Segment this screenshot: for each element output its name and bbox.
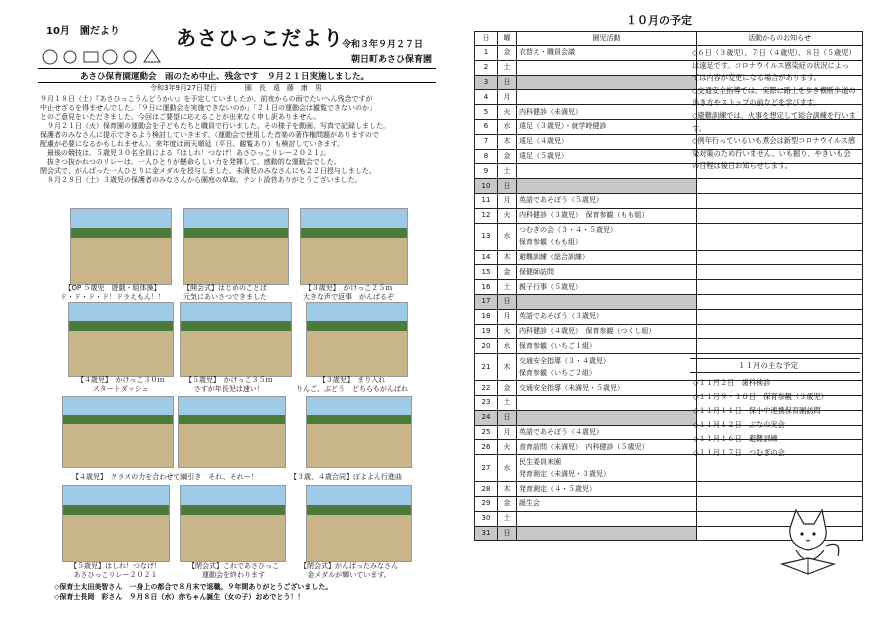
activity-cell — [517, 410, 697, 425]
day-cell: 1 — [475, 46, 498, 61]
divider — [690, 372, 860, 373]
weekday-cell: 金 — [498, 149, 517, 164]
schedule-row — [475, 294, 863, 309]
event-photo — [180, 485, 286, 562]
photo-caption: 【３歳児】 まり入れ りんご、ぶどう どちらもがんばれ — [296, 376, 408, 393]
activity-text: 保健師訪問 — [519, 267, 554, 276]
november-item: ◇１１月１６日 避難訓練 — [693, 434, 778, 443]
weekday-cell: 火 — [498, 105, 517, 120]
weekday-cell: 木 — [498, 482, 517, 497]
activity-cell — [517, 526, 697, 541]
issue-date: 令和３年９月２７日 — [342, 40, 424, 50]
day-cell: 6 — [475, 119, 498, 134]
weekday-cell: 土 — [498, 60, 517, 75]
day-cell: 11 — [475, 193, 498, 208]
activity-text: 遠足（４歳児） — [519, 137, 568, 146]
photo-caption: 【５歳児】 かけっこ３５ｍ さすが年長児は速い！ — [185, 376, 273, 393]
activity-cell — [517, 46, 697, 61]
weekday-cell: 月 — [498, 309, 517, 324]
notice-cell — [697, 339, 863, 354]
activity-cell — [517, 354, 697, 381]
activity-cell — [517, 75, 697, 90]
photo-caption: 【閉会式】これであさひっこ 運動会を終わります — [188, 562, 279, 579]
activity-text: 親子行事（５歳児） — [519, 282, 582, 291]
col-header-weekday: 曜 — [498, 32, 517, 46]
notice-cell — [697, 265, 863, 280]
photo-caption: 【OP ５歳児 遊戯・組体操】 ド・ド・ド・ド！ドラえもん！！ — [60, 284, 165, 301]
day-cell: 8 — [475, 149, 498, 164]
weekday-cell: 水 — [498, 223, 517, 250]
day-cell: 14 — [475, 250, 498, 265]
event-photo — [180, 302, 292, 377]
photo-caption: 【４歳児】 クラスの力を合わせて綱引き それ、それー！ — [72, 473, 258, 481]
event-banner: あさひ保育園運動会 雨のため中止、残念です ９月２１日実施しました。 — [80, 72, 370, 82]
activity-text: 内科健診（３歳児） 保育参観（もも組） — [519, 211, 649, 220]
day-cell: 29 — [475, 496, 498, 511]
divider — [38, 82, 436, 83]
notice-cell — [697, 179, 863, 194]
issue-line: 令和3年9月27日発行 園 長 遠 藤 康 男 — [150, 84, 322, 92]
event-photo — [306, 302, 408, 377]
schedule-row — [475, 339, 863, 354]
fox-reading-illustration — [768, 500, 848, 580]
activity-cell — [517, 179, 697, 194]
notice-item: ◇６日（３歳児）、７日（４歳児）、８日（５歳児）は遠足です。コロナウイルス感染症の状況によっては内容が変更になる場合があります。 — [692, 48, 856, 83]
schedule-row — [475, 250, 863, 265]
activity-cell — [517, 395, 697, 410]
article-line: 中止せざるを得ませんでした。「９日に運動会を実施できないのか」「２１日の運動会は観覧できないのか」 — [40, 104, 376, 112]
event-photo — [306, 396, 412, 468]
notice-cell — [697, 193, 863, 208]
activity-text: 民生委員来園 — [519, 457, 561, 466]
activity-text: 内科健診（４歳児） 保育参観（つくし組） — [519, 326, 656, 335]
schedule-row — [475, 324, 863, 339]
activity-cell — [517, 223, 697, 250]
newsletter-title: あさひっこだより — [176, 26, 344, 50]
day-cell: 19 — [475, 324, 498, 339]
november-schedule — [693, 376, 828, 460]
event-photo — [300, 208, 408, 285]
november-item: ◇１１月１２日 ぶなの実会 — [693, 420, 785, 429]
weekday-cell: 日 — [498, 526, 517, 541]
col-header-notice: 活動からのお知らせ — [697, 32, 863, 46]
activity-cell — [517, 105, 697, 120]
article-line: 保護者のみなさんに提示できるよう検討していきます。（運動会で使用した音楽の著作権問題がありますので — [40, 131, 379, 139]
schedule-row — [475, 309, 863, 324]
activity-cell — [517, 324, 697, 339]
activity-cell — [517, 309, 697, 324]
day-cell: 24 — [475, 410, 498, 425]
schedule-row — [475, 208, 863, 223]
schedule-row — [475, 223, 863, 250]
divider — [38, 68, 436, 69]
schedule-row — [475, 265, 863, 280]
activity-cell — [517, 164, 697, 179]
day-cell: 13 — [475, 223, 498, 250]
weekday-cell: 火 — [498, 208, 517, 223]
col-header-day: 日 — [475, 32, 498, 46]
day-cell: 18 — [475, 309, 498, 324]
activity-cell — [517, 119, 697, 134]
activity-cell — [517, 440, 697, 455]
activity-cell — [517, 339, 697, 354]
activity-cell — [517, 265, 697, 280]
activity-cell — [517, 294, 697, 309]
day-cell: 3 — [475, 75, 498, 90]
activity-cell — [517, 149, 697, 164]
activity-text: 英語であそぼう（４歳児） — [519, 427, 603, 436]
day-cell: 17 — [475, 294, 498, 309]
schedule-row — [475, 482, 863, 497]
col-header-activity: 園児活動 — [517, 32, 697, 46]
activity-cell — [517, 381, 697, 396]
article-body — [40, 95, 436, 185]
activity-text: 内科健診（未満児） — [519, 107, 582, 116]
weekday-cell: 日 — [498, 179, 517, 194]
schedule-row — [475, 193, 863, 208]
day-cell: 2 — [475, 60, 498, 75]
activity-cell — [517, 425, 697, 440]
activity-text: 避難訓練（総合訓練） — [519, 252, 589, 261]
day-cell: 27 — [475, 455, 498, 482]
activity-text: 遠足（３歳児）・就学時健診 — [519, 122, 607, 131]
activity-text: 誕生会 — [519, 499, 540, 508]
day-cell: 23 — [475, 395, 498, 410]
activity-cell — [517, 193, 697, 208]
article-line: ９月２１日（火）保育園の運動会を子どもたちと職員で行いました。その様子を動画、写真で記録しました。 — [40, 122, 390, 130]
notice-cell — [697, 280, 863, 295]
photo-caption: 【３歳児】 かけっこ２５ｍ 大きな声で返事 がんばるぞ — [303, 284, 394, 301]
divider — [690, 358, 860, 359]
weekday-cell: 木 — [498, 250, 517, 265]
day-cell: 20 — [475, 339, 498, 354]
november-item: ◇１１月１７日 つむぎの会 — [693, 448, 785, 457]
weekday-cell: 火 — [498, 324, 517, 339]
article-line: 閉会式で、がんばった一人ひとりに金メダルを授与しました。未満児のみなさんにも２２日授与しました。 — [40, 167, 376, 175]
weekday-cell: 土 — [498, 511, 517, 526]
activity-cell — [517, 280, 697, 295]
day-cell: 21 — [475, 354, 498, 381]
article-line: 配慮が必要になるかもしれません）。来年度は雨天順延（平日、観覧あり）も検討していきます。 — [40, 140, 344, 148]
article-line: ８月２８日（土）３歳児の保護者のみなさんから園庭の草取、テント設営ありがとうございました。 — [40, 176, 362, 184]
activity-text: 保育参観（もも組） — [519, 238, 582, 247]
activity-text: 保育参観（いちご２組） — [519, 368, 596, 377]
day-cell: 16 — [475, 280, 498, 295]
weekday-cell: 土 — [498, 164, 517, 179]
day-cell: 30 — [475, 511, 498, 526]
article-line: ９月１８日（土）『あさひっこうんどうかい』を予定していましたが、前夜からの雨でたいへん残念ですが — [40, 95, 373, 103]
activity-text: 交通安全指導（未満児・５歳児） — [519, 383, 624, 392]
photo-caption: 【閉会式】がんばったみなさん 金メダルが輝いています。 — [300, 562, 398, 579]
schedule-row — [475, 179, 863, 194]
weekday-cell: 日 — [498, 75, 517, 90]
activity-cell — [517, 60, 697, 75]
photo-caption: 【開会式】はじめのことば 元気にあいさつできました — [183, 284, 267, 301]
activity-text: つむぎの会（３・４・５歳児） — [519, 226, 617, 235]
activity-text: 発育測定（４・５歳児） — [519, 484, 596, 493]
schedule-page — [440, 0, 877, 619]
activity-text: 食育訪問（未満児） 内科健診（５歳児） — [519, 442, 649, 451]
activity-cell — [517, 511, 697, 526]
day-cell: 25 — [475, 425, 498, 440]
event-photo — [306, 485, 412, 562]
november-item: ◇１１月９・１０日 保育参観（３歳児） — [693, 392, 828, 401]
notice-cell — [697, 208, 863, 223]
article-line: 最後の競技は、５歳児３０名全員による『はしれ！つなげ！あさひっこリレー２０２１』。 — [40, 149, 331, 157]
weekday-cell: 金 — [498, 496, 517, 511]
notice-item: ◇避難訓練では、火事を想定して総合訓練を行います。 — [692, 110, 856, 133]
november-item: ◇１１月１１日 保小中連携保育園訪問 — [693, 406, 821, 415]
article-line: とのご意見をいただきました。今回はご要望に応えることが出来なく申し訳ありません。 — [40, 113, 321, 121]
event-photo — [62, 396, 174, 468]
activity-cell — [517, 250, 697, 265]
weekday-cell: 木 — [498, 354, 517, 381]
activity-cell — [517, 496, 697, 511]
publisher: 朝日町あさひ保育園 — [351, 55, 433, 65]
notice-item: ◇交通安全指導では、実際に路上を歩き横断歩道の歩き方やストップの前などを学びます。 — [692, 85, 856, 108]
notice-cell — [697, 294, 863, 309]
weekday-cell: 水 — [498, 339, 517, 354]
day-cell: 28 — [475, 482, 498, 497]
activity-text: 衣替え・職員会議 — [519, 48, 575, 57]
day-cell: 4 — [475, 90, 498, 105]
weekday-cell: 水 — [498, 119, 517, 134]
activity-text: 遠足（５歳児） — [519, 151, 568, 160]
weekday-cell: 火 — [498, 440, 517, 455]
day-cell: 7 — [475, 134, 498, 149]
activity-text: 発育測定（未満児・３歳児） — [519, 469, 610, 478]
day-cell: 12 — [475, 208, 498, 223]
activity-text: 交通安全指導（３・４歳児） — [519, 356, 610, 365]
day-cell: 9 — [475, 164, 498, 179]
weekday-cell: 金 — [498, 265, 517, 280]
weekday-cell: 水 — [498, 455, 517, 482]
weekday-cell: 日 — [498, 294, 517, 309]
notice-cell — [697, 482, 863, 497]
day-cell: 26 — [475, 440, 498, 455]
weekday-cell: 木 — [498, 134, 517, 149]
weekday-cell: 金 — [498, 46, 517, 61]
day-cell: 31 — [475, 526, 498, 541]
notice-cell — [697, 250, 863, 265]
event-photo — [62, 485, 170, 562]
activity-cell — [517, 208, 697, 223]
activity-cell — [517, 455, 697, 482]
schedule-title: １０月の予定 — [626, 14, 692, 27]
weekday-cell: 月 — [498, 193, 517, 208]
month-label: 10月 園だより — [46, 26, 120, 37]
notice-item: ◇例年行っているいも煮会は新型コロナウイルス感染対策のため行いません。いも掘り、やきいも会の日程は後日お知らせします。 — [692, 136, 856, 171]
activity-cell — [517, 90, 697, 105]
weekday-cell: 土 — [498, 280, 517, 295]
weekday-cell: 月 — [498, 425, 517, 440]
weekday-cell: 土 — [498, 395, 517, 410]
schedule-row — [475, 280, 863, 295]
photo-caption: 【３歳、４歳合同】ぽよよん行進曲 — [290, 473, 402, 481]
event-photo — [68, 302, 174, 377]
photo-caption: 【５歳児】はしれ！つなげ！ あさひっこリレー２０２１ — [70, 562, 161, 579]
activity-text: 英語であそぼう（３歳児） — [519, 312, 603, 321]
article-line: 抜きつ抜かれつのリレーは、一人ひとりが懸命らしい力を発揮して、感動的な運動会でした。 — [40, 158, 341, 166]
november-title: １１月の主な予定 — [738, 361, 798, 370]
activity-cell — [517, 134, 697, 149]
weekday-cell: 日 — [498, 410, 517, 425]
notice-cell — [697, 309, 863, 324]
staff-notice: ◇保育士長岡 彩さん ９月８日（水）赤ちゃん誕生（女の子）おめでとう！！ — [54, 593, 305, 601]
event-photo — [70, 208, 172, 285]
notice-cell — [697, 324, 863, 339]
event-photo — [178, 396, 286, 468]
day-cell: 10 — [475, 179, 498, 194]
event-photo — [183, 208, 289, 285]
activity-notices — [692, 47, 856, 173]
weekday-cell: 金 — [498, 381, 517, 396]
weekday-cell: 月 — [498, 90, 517, 105]
day-cell: 5 — [475, 105, 498, 120]
activity-cell — [517, 482, 697, 497]
decoration-illustration — [40, 46, 170, 68]
day-cell: 22 — [475, 381, 498, 396]
activity-text: 英語であそぼう（５歳児） — [519, 196, 603, 205]
notice-cell — [697, 223, 863, 250]
november-item: ◇１１月２日 歯科検診 — [693, 378, 771, 387]
staff-notice: ◇保育士太田美智さん 一身上の都合で８月末で退職。９年間ありがとうございました。 — [54, 583, 333, 591]
activity-text: 保育参観（いちご１組） — [519, 341, 596, 350]
day-cell: 15 — [475, 265, 498, 280]
photo-caption: 【４歳児】 かけっこ３０ｍ スタートダッシュ — [77, 376, 165, 393]
